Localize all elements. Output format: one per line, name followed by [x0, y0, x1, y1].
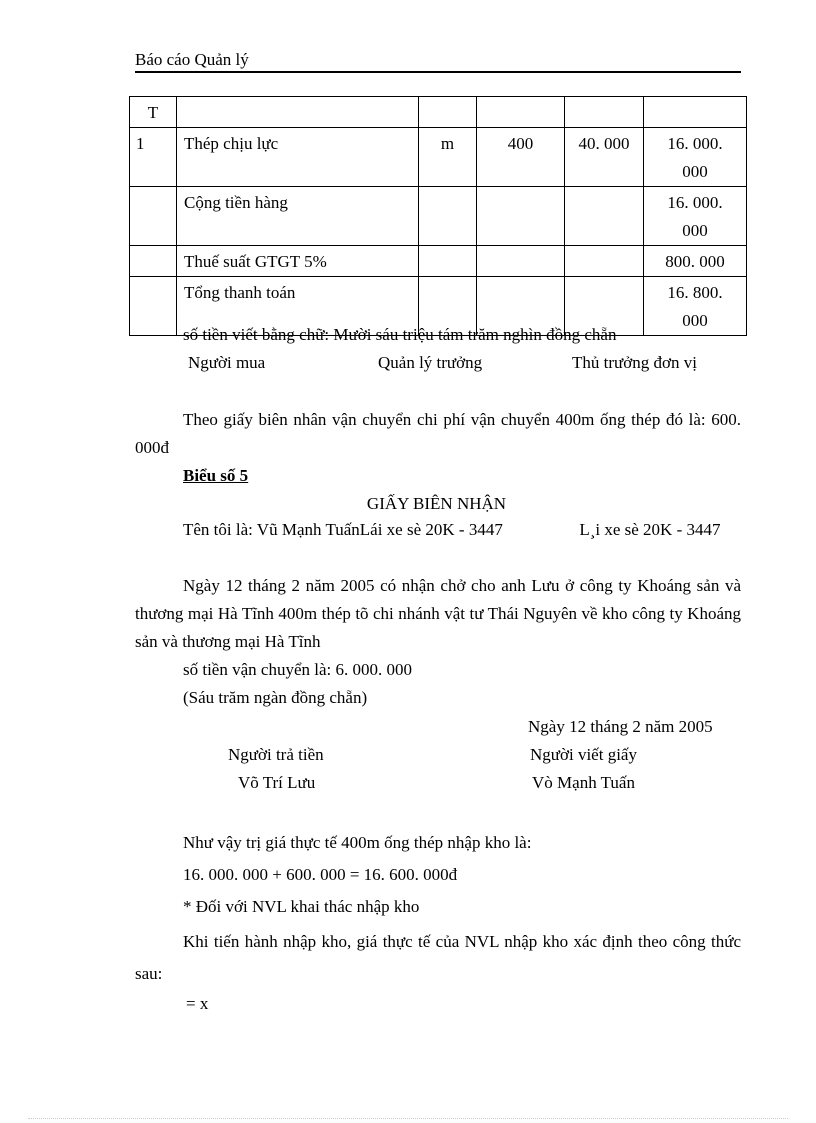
header-title: Báo cáo Quản lý [135, 50, 249, 69]
bullet-nvl: * Đối với NVL khai thác nhập kho [183, 897, 420, 916]
table-cell [565, 97, 644, 128]
paragraph-value: Như vậy trị giá thực tế 400m ống thép nhập kho là: [183, 833, 532, 852]
row-price [565, 246, 644, 277]
row-stt [130, 277, 177, 336]
row-qty [477, 187, 565, 246]
row-name: Thuế suất GTGT 5% [177, 246, 419, 277]
table-cell [644, 97, 747, 128]
amount-line: 16. 000. [667, 193, 723, 212]
row-stt: 1 [130, 128, 177, 187]
row-name: Tổng thanh toán [177, 277, 419, 336]
paragraph-transport: Theo giấy biên nhân vận chuyển chi phí vận chuyển 400m ống thép đó là: 600. 000đ [135, 410, 741, 457]
row-price: 40. 000 [565, 128, 644, 187]
row-name: Thép chịu lực [177, 128, 419, 187]
transport-words: (Sáu trăm ngàn đồng chẵn) [183, 688, 368, 707]
formula-equation: = x [186, 994, 209, 1013]
writer-name: Vò Mạnh Tuấn [532, 773, 635, 792]
signature-head: Thủ trưởng đơn vị [572, 353, 697, 372]
payer-label: Người trả tiền [228, 745, 324, 764]
goods-table [129, 96, 747, 336]
row-unit: m [419, 128, 477, 187]
page-bottom-border [28, 1118, 788, 1119]
row-amount [644, 277, 747, 336]
row-amount [644, 187, 747, 246]
amount-line: 16. 800. [667, 283, 723, 302]
row-amount [644, 246, 747, 277]
row-qty [477, 246, 565, 277]
form-label: Biểu số 5 [183, 466, 249, 485]
amount-line: 800. 000 [665, 252, 725, 271]
amount-line: 000 [682, 221, 708, 240]
row-unit [419, 187, 477, 246]
table-cell [419, 97, 477, 128]
row-stt [130, 246, 177, 277]
transport-amount: số tiền vận chuyển là: 6. 000. 000 [183, 660, 412, 679]
row-stt [130, 187, 177, 246]
table-header-row [130, 97, 747, 128]
table-cell [177, 97, 419, 128]
paragraph-receipt: Ngày 12 tháng 2 năm 2005 có nhận chở cho anh Lưu ở công ty Khoáng sản và thương mại Hà Tĩnh 400m thép tõ chi nhánh vật tư Thái Nguyên về kho công ty Khoáng sản và thương mại Hà Tĩnh [135, 576, 741, 651]
amount-line: 000 [682, 311, 708, 330]
row-unit [419, 246, 477, 277]
table-row [130, 128, 747, 187]
row-amount [644, 128, 747, 187]
table-row [130, 187, 747, 246]
receipt-title: GIẤY BIÊN NHẬN [366, 494, 507, 513]
page-header [135, 50, 741, 73]
amount-line: 16. 000. [667, 134, 723, 153]
row-name: Cộng tiền hàng [177, 187, 419, 246]
signature-manager: Quản lý trưởng [378, 353, 483, 372]
table-cell: T [130, 97, 177, 128]
table-row [130, 246, 747, 277]
row-price [565, 187, 644, 246]
table-cell [477, 97, 565, 128]
amount-in-words: số tiền viết bằng chữ: Mười sáu triệu tám trăm nghìn đồng chẵn [183, 325, 617, 344]
paragraph-name: Tên tôi là: Vũ Mạnh TuấnLái xe sè 20K - 3447 L¸i xe sè 20K - 3447 [183, 520, 721, 539]
paragraph-formula: Khi tiến hành nhập kho, giá thực tế của NVL nhập kho xác định theo công thức sau: [135, 932, 741, 983]
row-qty: 400 [477, 128, 565, 187]
writer-label: Người viết giấy [530, 745, 637, 764]
formula-total: 16. 000. 000 + 600. 000 = 16. 600. 000đ [183, 865, 458, 884]
signature-buyer: Người mua [188, 353, 266, 372]
amount-line: 000 [682, 162, 708, 181]
date-line: Ngày 12 tháng 2 năm 2005 [528, 717, 713, 736]
payer-name: Võ Trí Lưu [238, 773, 316, 792]
